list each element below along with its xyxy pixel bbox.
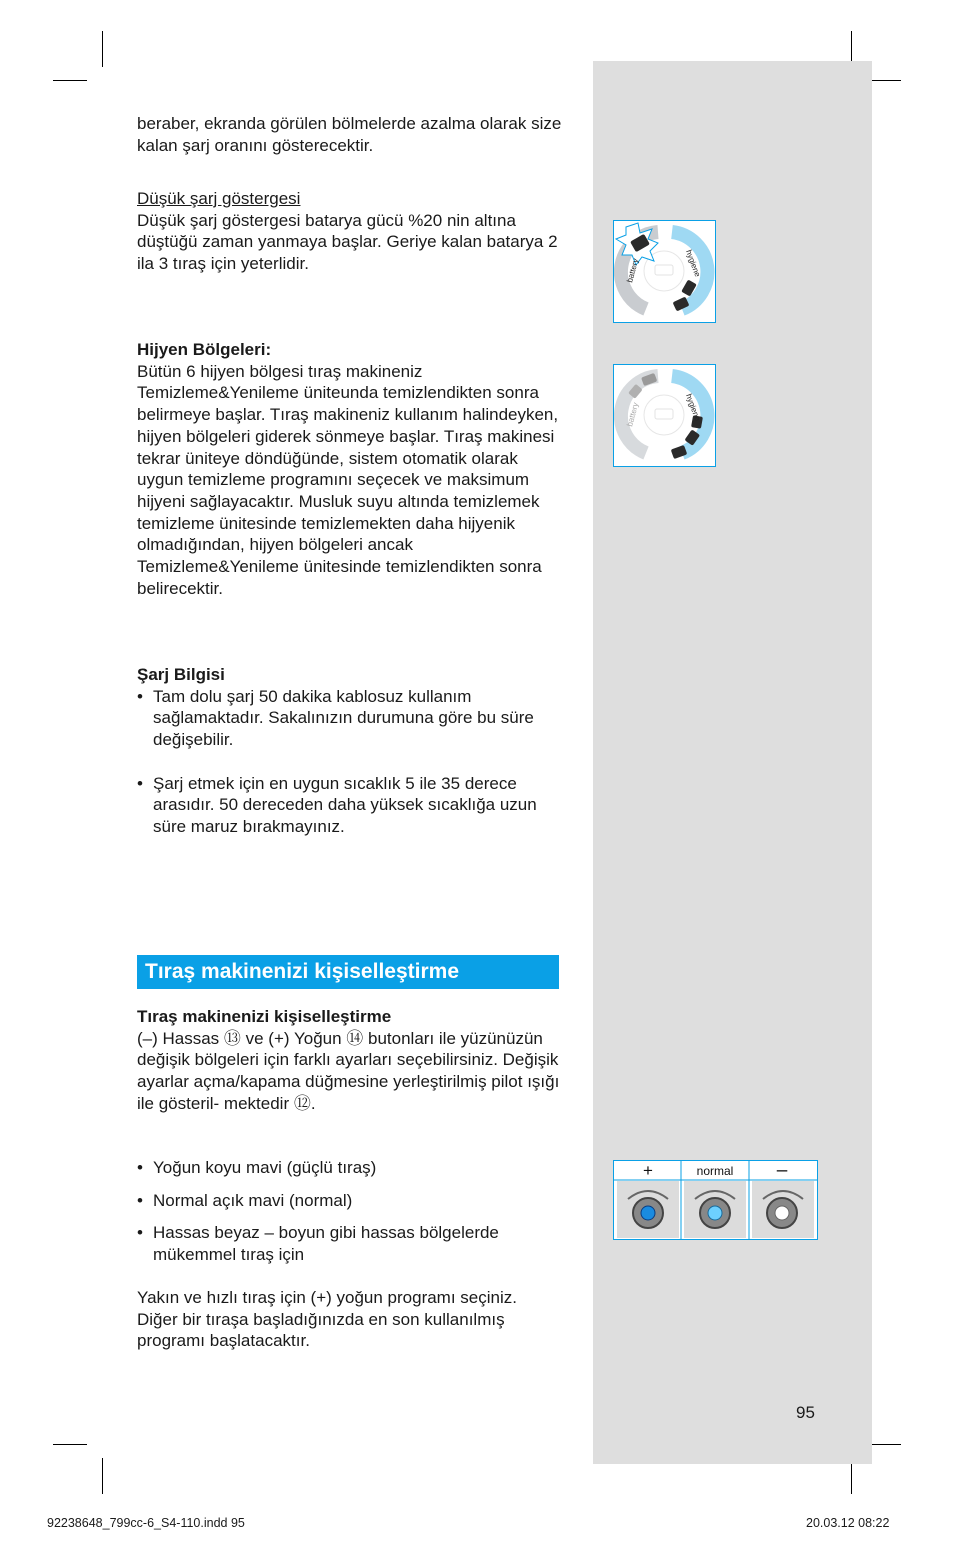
shaver-modes-figure (613, 1160, 818, 1240)
crop-mark (867, 1444, 901, 1445)
mode-bullet: • Yoğun koyu mavi (güçlü tıraş) (137, 1157, 562, 1179)
intense-light-icon (641, 1206, 655, 1220)
charging-bullet: • Tam dolu şarj 50 dakika kablosuz kullanım sağlamaktadır. Sakalınızın durumuna göre bu süre değişebilir. (137, 686, 562, 751)
charging-block (137, 664, 562, 838)
dial-hygiene-label: hygiene (684, 248, 703, 279)
hygiene-body: Bütün 6 hijyen bölgesi tıraş makineniz Temizleme&Yenileme üniteunda temizlendikten sonra belirmeye başlar. Tıraş makineniz kullanım halindeyken, hijyen bölgeleri giderek sönmeye başlar. Tıraş makinesi tekrar üniteye döndüğünde, sistem otomatik olarak uygun temizleme programını seçecek ve maksimum hijyeni sağlayacaktır. Musluk suyu altında temizlemek temizleme ünitesinde temizlemekten daha hijyenik olmadığından, hijyen bölgeleri ancak Temizleme&Yenileme ünitesinde temizlendikten sonra belirecektir. (137, 361, 559, 598)
plus-label: + (643, 1161, 653, 1180)
hygiene-heading: Hijyen Bölgeleri: (137, 340, 272, 359)
mode-bullet: • Normal açık mavi (normal) (137, 1190, 562, 1212)
footer-file-info: 92238648_799cc-6_S4-110.indd 95 (47, 1516, 245, 1530)
intro-block (137, 113, 562, 156)
personalize-block (137, 1006, 562, 1115)
normal-light-icon (708, 1206, 722, 1220)
dial-battery-label: battery (625, 401, 641, 428)
personalize-bullets (137, 1157, 562, 1266)
charging-bullet: • Şarj etmek için en uygun sıcaklık 5 ile 35 derece arasıdır. 50 dereceden daha yüksek sıcaklığa uzun süre maruz bırakmayınız. (137, 773, 562, 838)
dial-hygiene-label: hygiene (684, 392, 703, 423)
personalize-body: (–) Hassas ⑬ ve (+) Yoğun ⑭ butonları ile yüzünüzün değişik bölgeleri için farklı ayarları seçebilirsiniz. Değişik ayarlar açma/kapama düğmesine yerleştirilmiş pilot ışığı ile gösteril- mektedir ⑫. (137, 1028, 560, 1113)
closing-paragraph: Diğer bir tıraşa başladığınızda en son kullanılmış programı başlatacaktır. (137, 1309, 505, 1351)
hygiene-block (137, 339, 562, 599)
crop-mark (102, 1458, 103, 1494)
hygiene-dial-figure (613, 364, 716, 467)
crop-mark (53, 1444, 87, 1445)
low-charge-body: Düşük şarj göstergesi batarya gücü %20 nin altına düştüğü zaman yanmaya başlar. Geriye kalan batarya 2 ila 3 tıraş için yeterlidir. (137, 210, 558, 274)
minus-label: – (776, 1161, 788, 1181)
low-charge-dial-figure (613, 220, 716, 323)
closing-paragraph: Yakın ve hızlı tıraş için (+) yoğun programı seçiniz. (137, 1288, 517, 1307)
crop-mark (867, 80, 901, 81)
low-charge-heading: Düşük şarj göstergesi (137, 189, 301, 208)
crop-mark (53, 80, 87, 81)
footer-date: 20.03.12 08:22 (806, 1516, 890, 1530)
closing-block (137, 1287, 562, 1352)
dial-battery-label: battery (625, 257, 641, 284)
section-title: Tıraş makinenizi kişiselleştirme (137, 955, 559, 989)
crop-mark (102, 31, 103, 67)
normal-label: normal (696, 1164, 734, 1178)
page-number: 95 (796, 1403, 815, 1422)
intro-paragraph: beraber, ekranda görülen bölmelerde azalma olarak size kalan şarj oranını gösterecektir. (137, 114, 562, 155)
sensitive-light-icon (775, 1206, 789, 1220)
mode-bullet: • Hassas beyaz – boyun gibi hassas bölgelerde mükemmel tıraş için (137, 1222, 562, 1265)
charging-heading: Şarj Bilgisi (137, 665, 225, 684)
personalize-heading: Tıraş makinenizi kişiselleştirme (137, 1007, 392, 1026)
low-charge-block (137, 188, 562, 275)
